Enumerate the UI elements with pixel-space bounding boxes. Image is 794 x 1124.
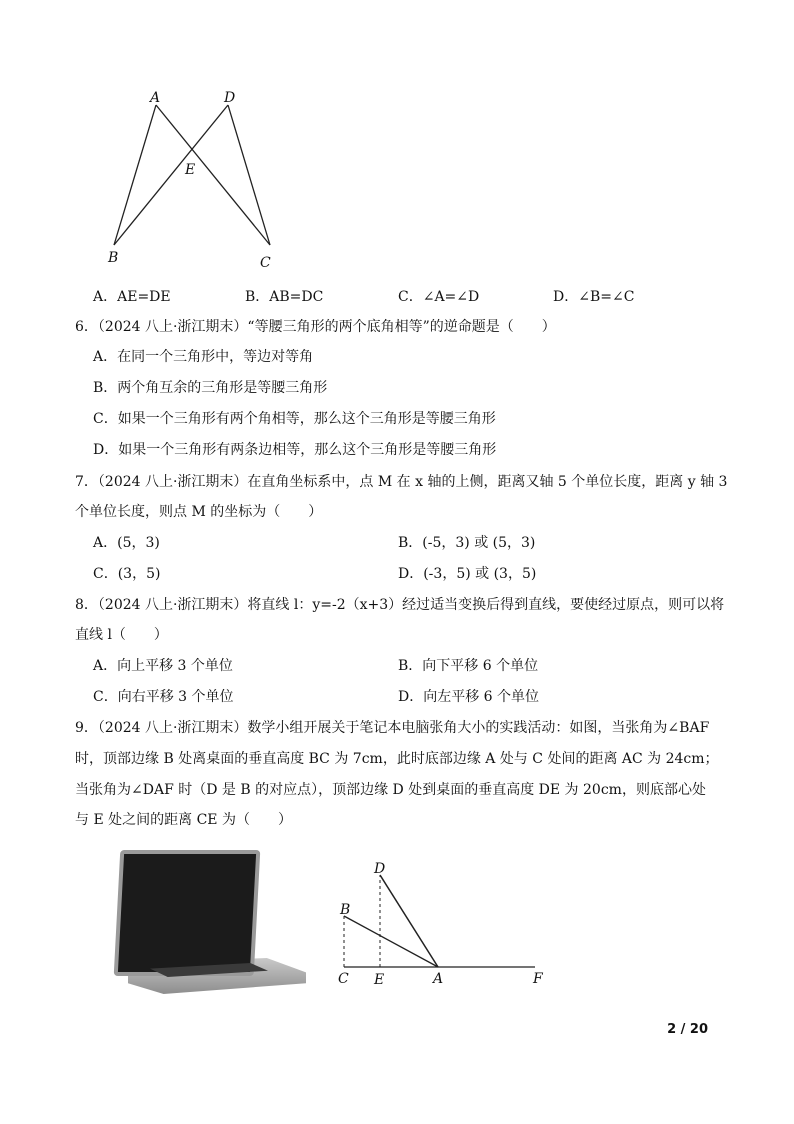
q6-option-b: B．两个角互余的三角形是等腰三角形	[93, 380, 328, 396]
q7-option-c: C．(3，5)	[93, 566, 161, 582]
label-C: C	[260, 255, 271, 271]
q7-option-d: D．(-3，5) 或 (3，5)	[398, 566, 537, 582]
label-F2: F	[533, 971, 543, 987]
q8-option-a: A．向上平移 3 个单位	[93, 658, 233, 674]
q9-line1: 9．（2024 八上·浙江期末）数学小组开展关于笔记本电脑张角大小的实践活动：如图，当张角为∠BAF	[75, 720, 710, 736]
label-B: B	[108, 250, 119, 266]
q9-line4: 与 E 处之间的距离 CE 为（ ）	[75, 812, 292, 828]
label-D: D	[224, 90, 236, 106]
q5-option-a: A．AE=DE	[93, 289, 171, 305]
q7-stem-line1: 7．（2024 八上·浙江期末）在直角坐标系中，点 M 在 x 轴的上侧，距离又轴 5 个单位长度，距离 y 轴 3	[75, 474, 728, 490]
q7-option-b: B．(-5，3) 或 (5，3)	[398, 535, 536, 551]
angle-figure	[330, 855, 555, 990]
q5-option-c: C．∠A=∠D	[398, 289, 480, 305]
label-E: E	[185, 162, 196, 178]
label-B2: B	[340, 902, 351, 918]
q7-stem-line2: 个单位长度，则点 M 的坐标为（ ）	[75, 504, 323, 520]
q8-option-c: C．向右平移 3 个单位	[93, 689, 234, 705]
page-number: 2 / 20	[667, 1022, 708, 1037]
label-C2: C	[338, 971, 349, 987]
q8-stem-line1: 8．（2024 八上·浙江期末）将直线 l：y=-2（x+3）经过适当变换后得到直线，要使经过原点，则可以将	[75, 597, 725, 613]
laptop-screen	[114, 850, 261, 976]
q6-stem: 6．（2024 八上·浙江期末）“等腰三角形的两个底角相等”的逆命题是（ ）	[75, 319, 556, 335]
q7-option-a: A．(5，3)	[93, 535, 160, 551]
q5-option-d: D．∠B=∠C	[553, 289, 635, 305]
label-D2: D	[374, 861, 386, 877]
q6-option-a: A．在同一个三角形中，等边对等角	[93, 349, 314, 365]
q9-line3: 当张角为∠DAF 时（D 是 B 的对应点），顶部边缘 D 处到桌面的垂直高度 DE 为 20cm，则底部心处	[75, 782, 706, 798]
q6-option-d: D．如果一个三角形有两条边相等，那么这个三角形是等腰三角形	[93, 442, 497, 458]
label-A2: A	[433, 971, 444, 987]
label-A: A	[150, 90, 161, 106]
q8-stem-line2: 直线 l（ ）	[75, 627, 168, 643]
q6-option-c: C．如果一个三角形有两个角相等，那么这个三角形是等腰三角形	[93, 411, 496, 427]
label-E2: E	[374, 972, 385, 988]
q8-option-d: D．向左平移 6 个单位	[398, 689, 540, 705]
q8-option-b: B．向下平移 6 个单位	[398, 658, 539, 674]
q5-option-b: B．AB=DC	[245, 289, 324, 305]
triangle-figure	[100, 85, 290, 275]
q9-line2: 时，顶部边缘 B 处离桌面的垂直高度 BC 为 7cm，此时底部边缘 A 处与 C 处间的距离 AC 为 24cm；	[75, 751, 719, 767]
